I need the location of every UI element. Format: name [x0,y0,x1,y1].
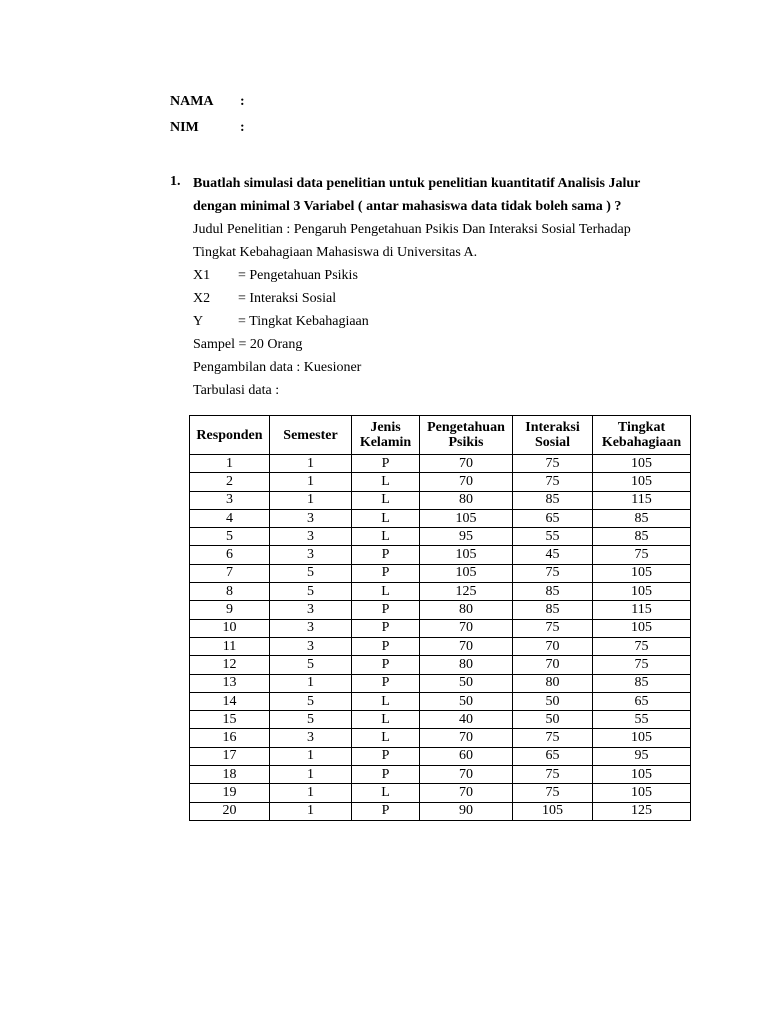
table-cell: 105 [593,729,691,747]
table-cell: P [352,766,420,784]
table-row [190,784,691,802]
table-cell: P [352,637,420,655]
table-cell: L [352,784,420,802]
table-cell: 5 [270,711,352,729]
table-cell: 13 [190,674,270,692]
table-cell: 1 [270,473,352,491]
table-cell: L [352,583,420,601]
table-cell: P [352,455,420,473]
table-cell: 3 [270,528,352,546]
table-cell: L [352,473,420,491]
table-cell: 1 [270,784,352,802]
table-cell: 20 [190,802,270,820]
table-cell: 10 [190,619,270,637]
question-title-line2: dengan minimal 3 Variabel ( antar mahasiswa data tidak boleh sama ) ? [193,199,622,214]
table-cell: 5 [270,564,352,582]
table-cell: 40 [420,711,513,729]
table-row [190,564,691,582]
table-cell: 2 [190,473,270,491]
table-cell: 55 [593,711,691,729]
table-header-cell [593,416,691,455]
nim-label: NIM [170,120,199,135]
table-cell: 80 [420,601,513,619]
data-table [189,415,691,821]
question-number: 1. [170,174,181,189]
table-cell: 80 [420,491,513,509]
nama-colon: : [240,94,245,109]
table-cell: 65 [593,692,691,710]
table-cell: 75 [593,546,691,564]
table-cell: 85 [593,674,691,692]
table-row [190,583,691,601]
judul-line2: Tingkat Kebahagiaan Mahasiswa di Universitas A. [193,245,478,260]
table-cell: 11 [190,637,270,655]
table-cell: 85 [593,528,691,546]
table-cell: P [352,674,420,692]
table-cell: L [352,491,420,509]
table-cell: 6 [190,546,270,564]
table-cell: 19 [190,784,270,802]
judul-line1: Judul Penelitian : Pengaruh Pengetahuan Psikis Dan Interaksi Sosial Terhadap [193,222,631,237]
table-cell: 75 [513,473,593,491]
table-cell: P [352,564,420,582]
table-cell: 9 [190,601,270,619]
table-cell: 70 [420,784,513,802]
table-cell: 1 [270,802,352,820]
table-row [190,619,691,637]
table-cell: 5 [270,656,352,674]
nim-line [170,120,245,136]
table-cell: 45 [513,546,593,564]
table-cell: 50 [513,692,593,710]
table-row [190,528,691,546]
table-cell: 4 [190,509,270,527]
table-cell: P [352,802,420,820]
table-cell: 70 [420,637,513,655]
table-header-text: Jenis [370,420,401,435]
table-cell: 70 [420,729,513,747]
table-cell: 105 [420,509,513,527]
table-cell: 115 [593,601,691,619]
table-cell: 5 [190,528,270,546]
table-cell: 105 [593,455,691,473]
table-header-text: Kebahagiaan [601,435,682,450]
table-row [190,491,691,509]
table-cell: 70 [420,473,513,491]
table-cell: 16 [190,729,270,747]
table-cell: 75 [513,729,593,747]
table-header-cell [190,416,270,455]
table-cell: 90 [420,802,513,820]
table-cell: 50 [513,711,593,729]
table-cell: 85 [513,601,593,619]
table-cell: 1 [190,455,270,473]
nim-colon: : [240,120,245,135]
sampel-line: Sampel = 20 Orang [193,337,303,352]
pengambilan-line: Pengambilan data : Kuesioner [193,360,362,375]
table-row [190,455,691,473]
table-cell: 65 [513,747,593,765]
table-cell: 85 [513,583,593,601]
table-cell: 80 [513,674,593,692]
table-cell: 105 [420,564,513,582]
tabulasi-line: Tarbulasi data : [193,383,280,398]
table-cell: 3 [270,546,352,564]
table-cell: L [352,711,420,729]
table-header-cell [270,416,352,455]
table-cell: 70 [513,656,593,674]
table-cell: 3 [270,601,352,619]
table-cell: 70 [420,619,513,637]
question-block [193,172,713,402]
table-cell: 85 [593,509,691,527]
table-header-text: Pengetahuan [427,420,505,435]
table-row [190,766,691,784]
variable-y: Y = Tingkat Kebahagiaan [193,314,369,329]
table-cell: 75 [593,637,691,655]
table-cell: 1 [270,747,352,765]
table-cell: 60 [420,747,513,765]
table-row [190,509,691,527]
table-cell: 70 [420,766,513,784]
table-cell: 75 [513,564,593,582]
table-cell: P [352,601,420,619]
table-cell: P [352,747,420,765]
table-cell: 3 [270,619,352,637]
nama-line [170,94,245,110]
table-cell: 18 [190,766,270,784]
table-cell: P [352,619,420,637]
table-row [190,711,691,729]
nama-label: NAMA [170,94,214,109]
table-row [190,747,691,765]
table-cell: 15 [190,711,270,729]
table-header-text: Responden [196,427,263,443]
table-cell: 75 [593,656,691,674]
table-cell: 3 [270,729,352,747]
table-cell: 125 [420,583,513,601]
table-cell: 105 [420,546,513,564]
table-header-text: Tingkat [617,420,666,435]
table-header-row [190,416,691,455]
table-row [190,802,691,820]
variable-x1: X1 = Pengetahuan Psikis [193,268,358,283]
table-header-text: Sosial [534,435,570,450]
table-cell: L [352,528,420,546]
table-row [190,637,691,655]
table-cell: 125 [593,802,691,820]
table-cell: 12 [190,656,270,674]
table-cell: 65 [513,509,593,527]
table-cell: 1 [270,455,352,473]
table-cell: L [352,692,420,710]
table-cell: 5 [270,583,352,601]
table-header-text: Kelamin [359,435,412,450]
table-header-cell [420,416,513,455]
table-row [190,546,691,564]
table-cell: 17 [190,747,270,765]
table-cell: 105 [593,766,691,784]
table-cell: 50 [420,692,513,710]
table-cell: P [352,656,420,674]
table-cell: L [352,509,420,527]
table-cell: 105 [593,619,691,637]
table-header-text: Interaksi [525,420,580,435]
table-header-text: Psikis [448,435,484,450]
table-cell: 7 [190,564,270,582]
table-cell: 3 [270,509,352,527]
table-row [190,473,691,491]
table-row [190,692,691,710]
table-cell: 95 [593,747,691,765]
table-cell: 1 [270,766,352,784]
table-cell: 1 [270,674,352,692]
table-row [190,601,691,619]
variable-x2: X2 = Interaksi Sosial [193,291,337,306]
table-cell: 105 [593,583,691,601]
table-header-text: Semester [283,427,338,443]
table-header-cell [513,416,593,455]
table-cell: 70 [513,637,593,655]
table-cell: 85 [513,491,593,509]
table-header-cell [352,416,420,455]
table-cell: 80 [420,656,513,674]
table-cell: 75 [513,619,593,637]
table-cell: 50 [420,674,513,692]
table-cell: 105 [593,473,691,491]
table-cell: P [352,546,420,564]
table-cell: 115 [593,491,691,509]
table-row [190,656,691,674]
table-cell: 3 [190,491,270,509]
table-cell: 75 [513,766,593,784]
table-body [190,455,691,821]
table-cell: 105 [513,802,593,820]
table-cell: 105 [593,784,691,802]
table-cell: 95 [420,528,513,546]
question-title-line1: Buatlah simulasi data penelitian untuk penelitian kuantitatif Analisis Jalur [193,176,641,191]
table-row [190,674,691,692]
table-cell: 105 [593,564,691,582]
table-cell: 55 [513,528,593,546]
table-cell: 14 [190,692,270,710]
table-row [190,729,691,747]
table-cell: 3 [270,637,352,655]
table-cell: 75 [513,455,593,473]
table-cell: 5 [270,692,352,710]
table-cell: L [352,729,420,747]
table-cell: 70 [420,455,513,473]
table-cell: 8 [190,583,270,601]
table-cell: 75 [513,784,593,802]
table-cell: 1 [270,491,352,509]
